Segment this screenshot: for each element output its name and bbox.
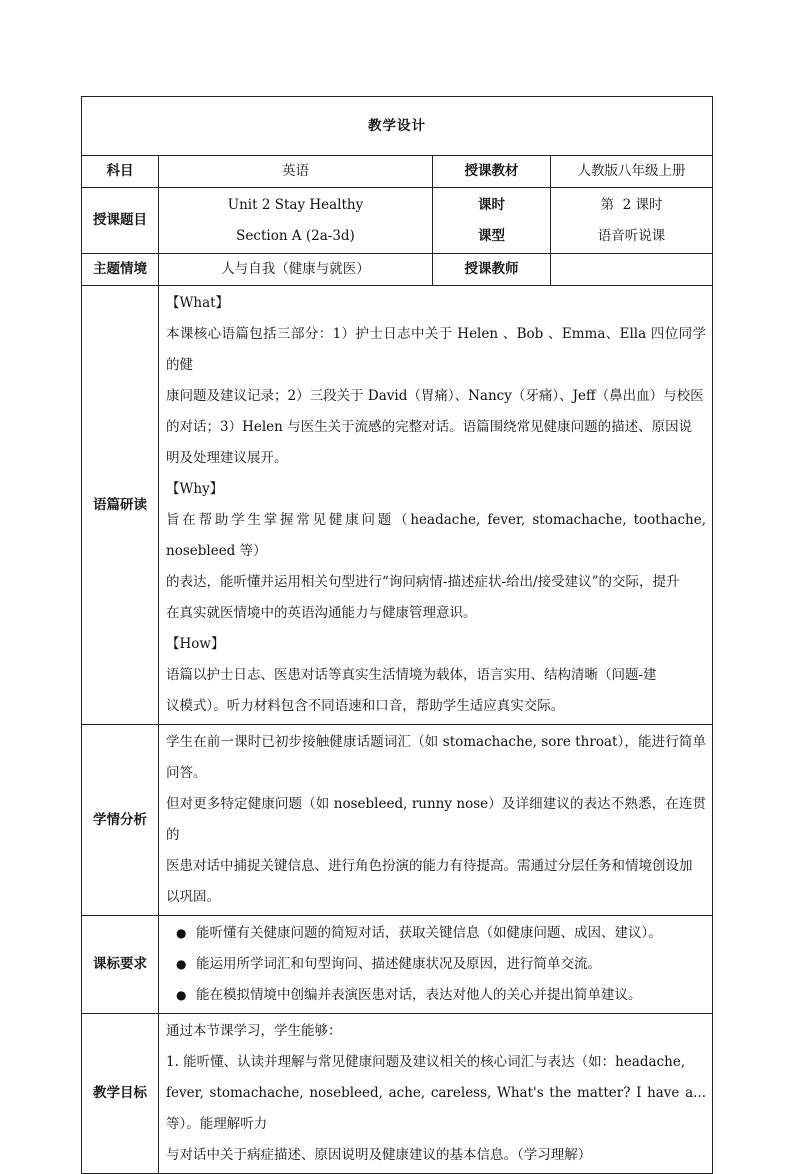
standards-item-text: 能听懂有关健康问题的简短对话，获取关键信息（如健康问题、成因、建议）。 [196, 925, 662, 941]
material-label: 授课教材 [433, 156, 551, 188]
period-label: 课时 [478, 196, 505, 213]
standards-label: 课标要求 [82, 916, 159, 1014]
discourse-line: 语篇以护士日志、医患对话等真实生活情境为载体，语言实用、结构清晰（问题-建 [166, 667, 657, 683]
period-type-labels [433, 188, 551, 254]
discourse-line: 本课核心语篇包括三部分：1）护士日志中关于 Helen 、Bob 、Emma、Ella 四位同学的健 [166, 326, 706, 373]
theme-label: 主题情境 [82, 254, 159, 286]
discourse-line: 【Why】 [166, 481, 224, 497]
theme-value: 人与自我（健康与就医） [159, 254, 433, 286]
discourse-line: 康问题及建议记录；2）三段关于 David（胃痛）、Nancy（牙痛）、Jeff（鼻出血）与校医 [166, 388, 704, 404]
bullet-icon: ● [176, 988, 187, 1002]
discourse-line: 【What】 [166, 295, 230, 311]
type-value: 语音听说课 [597, 227, 666, 244]
topic-label: 授课题目 [82, 188, 159, 254]
discourse-line: 的对话；3）Helen 与医生关于流感的完整对话。语篇围绕常见健康问题的描述、原因说 [166, 419, 693, 435]
material-value: 人教版八年级上册 [551, 156, 713, 188]
standards-content [159, 916, 713, 1014]
topic-value [159, 188, 433, 254]
learner-line: 医患对话中捕捉关键信息、进行角色扮演的能力有待提高。需通过分层任务和情境创设加 [166, 858, 693, 874]
standards-item-text: 能在模拟情境中创编并表演医患对话，表达对他人的关心并提出简单建议。 [196, 987, 642, 1003]
standards-item [166, 980, 706, 1011]
discourse-line: 【How】 [166, 636, 225, 652]
topic-line-2: Section A (2a-3d) [236, 227, 355, 244]
bullet-icon: ● [176, 957, 187, 971]
discourse-line: 旨在帮助学生掌握常见健康问题（headache, fever, stomachache, toothache, nosebleed 等） [166, 512, 706, 559]
discourse-label: 语篇研读 [82, 286, 159, 725]
period-type-values [551, 188, 713, 254]
learner-line: 以巩固。 [166, 889, 220, 905]
discourse-line: 议模式）。听力材料包含不同语速和口音，帮助学生适应真实交际。 [166, 698, 565, 714]
objectives-line: fever, stomachache, nosebleed, ache, careless, What's the matter? I have a...等）。能理解听力 [166, 1085, 706, 1132]
period-value: 第 2 课时 [600, 196, 663, 213]
discourse-line: 的表达，能听懂并运用相关句型进行“询问病情-描述症状-给出/接受建议”的交际，提升 [166, 574, 680, 590]
page-title: 教学设计 [82, 97, 713, 156]
type-label: 课型 [478, 227, 505, 244]
discourse-content [159, 286, 713, 725]
objectives-line: 通过本节课学习，学生能够： [166, 1023, 342, 1039]
learner-line: 学生在前一课时已初步接触健康话题词汇（如 stomachache, sore throat），能进行简单问答。 [166, 734, 706, 781]
objectives-line: 与对话中关于病症描述、原因说明及健康建议的基本信息。（学习理解） [166, 1147, 592, 1163]
learner-label: 学情分析 [82, 725, 159, 916]
discourse-line: 明及处理建议展开。 [166, 450, 288, 466]
bullet-icon: ● [176, 926, 187, 940]
learner-content [159, 725, 713, 916]
teacher-value [551, 254, 713, 286]
subject-label: 科目 [82, 156, 159, 188]
standards-item [166, 918, 706, 949]
standards-item [166, 949, 706, 980]
objectives-line: 1. 能听懂、认读并理解与常见健康问题及建议相关的核心词汇与表达（如：headache, [166, 1054, 686, 1070]
objectives-content [159, 1014, 713, 1174]
discourse-line: 在真实就医情境中的英语沟通能力与健康管理意识。 [166, 605, 477, 621]
learner-line: 但对更多特定健康问题（如 nosebleed, runny nose）及详细建议的表达不熟悉，在连贯的 [166, 796, 706, 843]
teacher-label: 授课教师 [433, 254, 551, 286]
subject-value: 英语 [159, 156, 433, 188]
standards-item-text: 能运用所学词汇和句型询问、描述健康状况及原因，进行简单交流。 [196, 956, 601, 972]
objectives-label: 教学目标 [82, 1014, 159, 1174]
topic-line-1: Unit 2 Stay Healthy [227, 196, 364, 213]
lesson-plan-table [81, 96, 713, 1174]
